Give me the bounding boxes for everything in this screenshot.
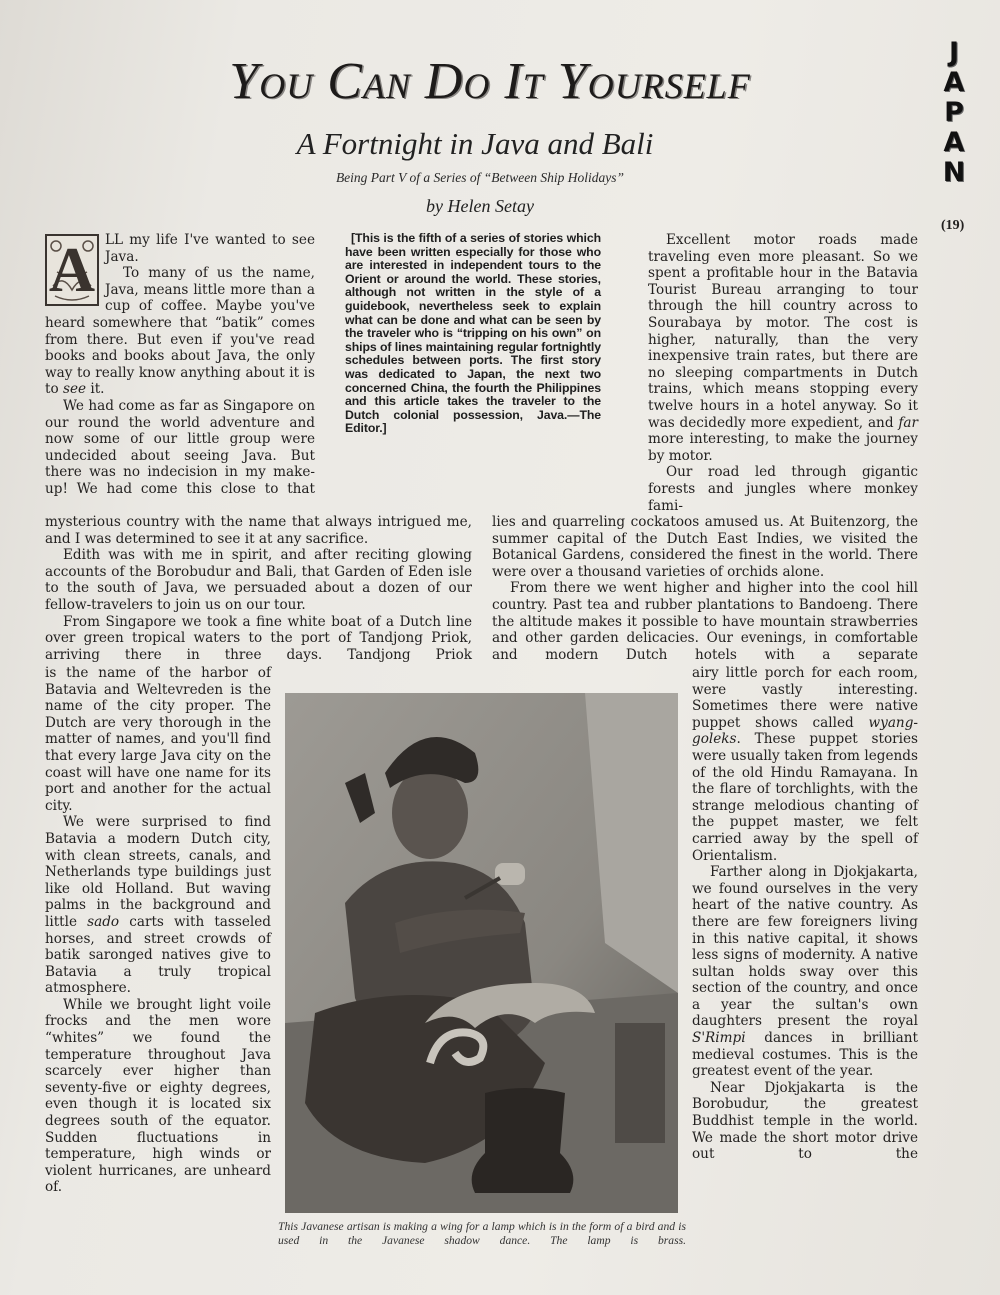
article-subtitle: A Fortnight in Java and Bali bbox=[296, 126, 654, 161]
section-tab-letter: P bbox=[944, 97, 964, 128]
article-title: You Can Do It Yourself bbox=[229, 53, 751, 110]
article-paragraph bbox=[45, 514, 472, 547]
article-paragraph bbox=[648, 464, 918, 514]
paragraph-text: airy little porch for each room, were vastly interesting. Sometimes there were native puppet shows called bbox=[692, 665, 918, 731]
paragraph-text: From there we went higher and higher into the cool hill country. Past tea and rubber plantations to Bandoeng. There the altitude makes it possible to have mountain strawberries and other garden delicacies. Our evenings, in comfortable and modern Dutch hotels with a separate bbox=[492, 580, 918, 663]
article-paragraph bbox=[692, 665, 918, 864]
column-left-top bbox=[45, 232, 315, 498]
italic-text: wyang-goleks bbox=[692, 714, 918, 748]
column-right-narrow bbox=[692, 665, 918, 1163]
paragraph-text: Excellent motor roads made traveling even more pleasant. So we spent a profitable hour in the Batavia Tourist Bureau arranging to tour through the hill country across to Sourabaya by motor. The cost is higher, naturally, than the very inexpensive train rates, but there are no sleeping compartments in Dutch trains, which means stopping every twelve hours in a hotel anyway. So it was decidedly more expedient, and bbox=[648, 232, 918, 431]
column-left-narrow bbox=[45, 665, 271, 1196]
paragraph-text: is the name of the harbor of Batavia and Weltevreden is the name of the city proper. The Dutch are very thorough in the matter of names, and you'll find that every large Java city on the coast will have one name for its port and another for the actual city. bbox=[45, 665, 271, 814]
paragraph-text: Near Djokjakarta is the Borobudur, the greatest Buddhist temple in the world. We made the short motor drive out to the bbox=[692, 1079, 918, 1163]
paragraph-text: Our road led through gigantic forests and jungles where monkey fami- bbox=[648, 464, 918, 514]
article-paragraph bbox=[45, 614, 472, 664]
article-paragraph bbox=[492, 514, 918, 580]
section-tab-letter: A bbox=[943, 67, 965, 98]
column-left-wide bbox=[45, 514, 472, 663]
paragraph-text: mysterious country with the name that always intrigued me, and I was determined to see it at any sacrifice. bbox=[45, 514, 472, 547]
editor-note-text: [This is the fifth of a series of stories which have been written especially for those who are interested in independent tours to the Orient or around the world. These stories, although not written in the style of a guidebook, nevertheless seek to explain what can be done and what can be seen by the traveler who is “tripping on his own” on ships of lines maintaining regular fortnightly schedules between ports. The first story was dedicated to Japan, the next two concerned China, the fourth the Philippines and this article takes the traveler to the Dutch colonial possession, Java.—The Editor.] bbox=[345, 231, 601, 436]
paragraph-text: more interesting, to make the journey by motor. bbox=[648, 431, 918, 464]
paragraph-text: lies and quarreling cockatoos amused us. At Buitenzorg, the summer capital of the Dutch East Indies, we visited the Botanical Gardens, considered the finest in the world. There were over a thousand varieties of orchids alone. bbox=[492, 514, 918, 580]
paragraph-text: Edith was with me in spirit, and after reciting glowing accounts of the Borobudur and Bali, that Garden of Eden isle to the south of Java, we persuaded about a dozen of our fellow-travelers to join us on our tour. bbox=[45, 547, 472, 613]
paragraph-text: LL my life I've wanted to see Java. bbox=[105, 232, 315, 265]
photo-caption: This Javanese artisan is making a wing for a lamp which is in the form of a bird and is used in the Javanese shadow dance. The lamp is brass. bbox=[278, 1220, 686, 1247]
article-paragraph bbox=[45, 665, 271, 814]
article-paragraph bbox=[492, 580, 918, 663]
drop-cap: A bbox=[45, 234, 99, 306]
italic-text: far bbox=[898, 414, 918, 431]
byline: by Helen Setay bbox=[426, 196, 534, 216]
artisan-photo bbox=[285, 693, 678, 1213]
paragraph-text: From Singapore we took a fine white boat of a Dutch line over green tropical waters to the port of Tandjong Priok, arriving there in three days. Tandjong Priok bbox=[45, 613, 472, 663]
article-paragraph bbox=[692, 864, 918, 1080]
paragraph-text: While we brought light voile frocks and the men wore “whites” we found the temperature throughout Java scarcely ever higher than seventy-five or eighty degrees, even though it is located six degrees south of the equator. Sudden fluctuations in temperature, high winds or violent hurricanes, are unheard of. bbox=[45, 996, 271, 1196]
section-tab-letter: A bbox=[943, 127, 965, 158]
column-right-wide bbox=[492, 514, 918, 663]
italic-text: see bbox=[62, 381, 87, 398]
article-paragraph bbox=[692, 1080, 918, 1163]
paragraph-text: We had come as far as Singapore on our round the world adventure and now some of our little group were undecided about seeing Java. But there was no indecision in my make-up! We had come this close to that bbox=[45, 397, 315, 497]
paragraph-text: it. bbox=[86, 381, 105, 398]
paragraph-text: To many of us the name, Java, means little more than a cup of coffee. Maybe you've heard somewhere that “batik” comes from there. But even if you've read books and books about Java, the only way to really know anything about it is to bbox=[45, 265, 315, 398]
column-right-top bbox=[648, 232, 918, 514]
paragraph-text: dances in brilliant medieval costumes. This is the greatest event of the year. bbox=[692, 1030, 918, 1080]
italic-text: S'Rimpi bbox=[692, 1030, 746, 1047]
section-tab-japan bbox=[938, 38, 970, 188]
paragraph-text: . These puppet stories were usually taken from legends of the old Hindu Ramayana. In the flare of torchlights, with the strange melodious chanting of the puppet master, we felt carried away by the spell of Orientalism. bbox=[692, 731, 918, 864]
article-paragraph bbox=[45, 814, 271, 997]
paragraph-text: We were surprised to find Batavia a modern Dutch city, with clean streets, canals, and Netherlands type buildings just like old Holland. But waving palms in the background and little bbox=[45, 814, 271, 930]
italic-text: sado bbox=[87, 913, 120, 930]
page-number: (19) bbox=[941, 218, 965, 233]
section-tab-letter: N bbox=[942, 157, 966, 188]
series-line: Being Part V of a Series of “Between Ship Holidays” bbox=[335, 170, 625, 185]
article-paragraph bbox=[648, 232, 918, 464]
paragraph-text: Farther along in Djokjakarta, we found ourselves in the very heart of the native country. As there are few foreigners living in this native capital, it shows less signs of modernity. A native sultan holds sway over this section of the country, and once a year the sultan's own daughters present the royal bbox=[692, 864, 918, 1030]
editor-note bbox=[345, 232, 601, 436]
section-tab-letter: J bbox=[948, 37, 960, 68]
article-paragraph bbox=[45, 997, 271, 1196]
paragraph-text: carts with tasseled horses, and street crowds of batik saronged natives give to Batavia a truly tropical atmosphere. bbox=[45, 913, 271, 997]
article-paragraph bbox=[45, 547, 472, 613]
article-paragraph bbox=[45, 398, 315, 498]
